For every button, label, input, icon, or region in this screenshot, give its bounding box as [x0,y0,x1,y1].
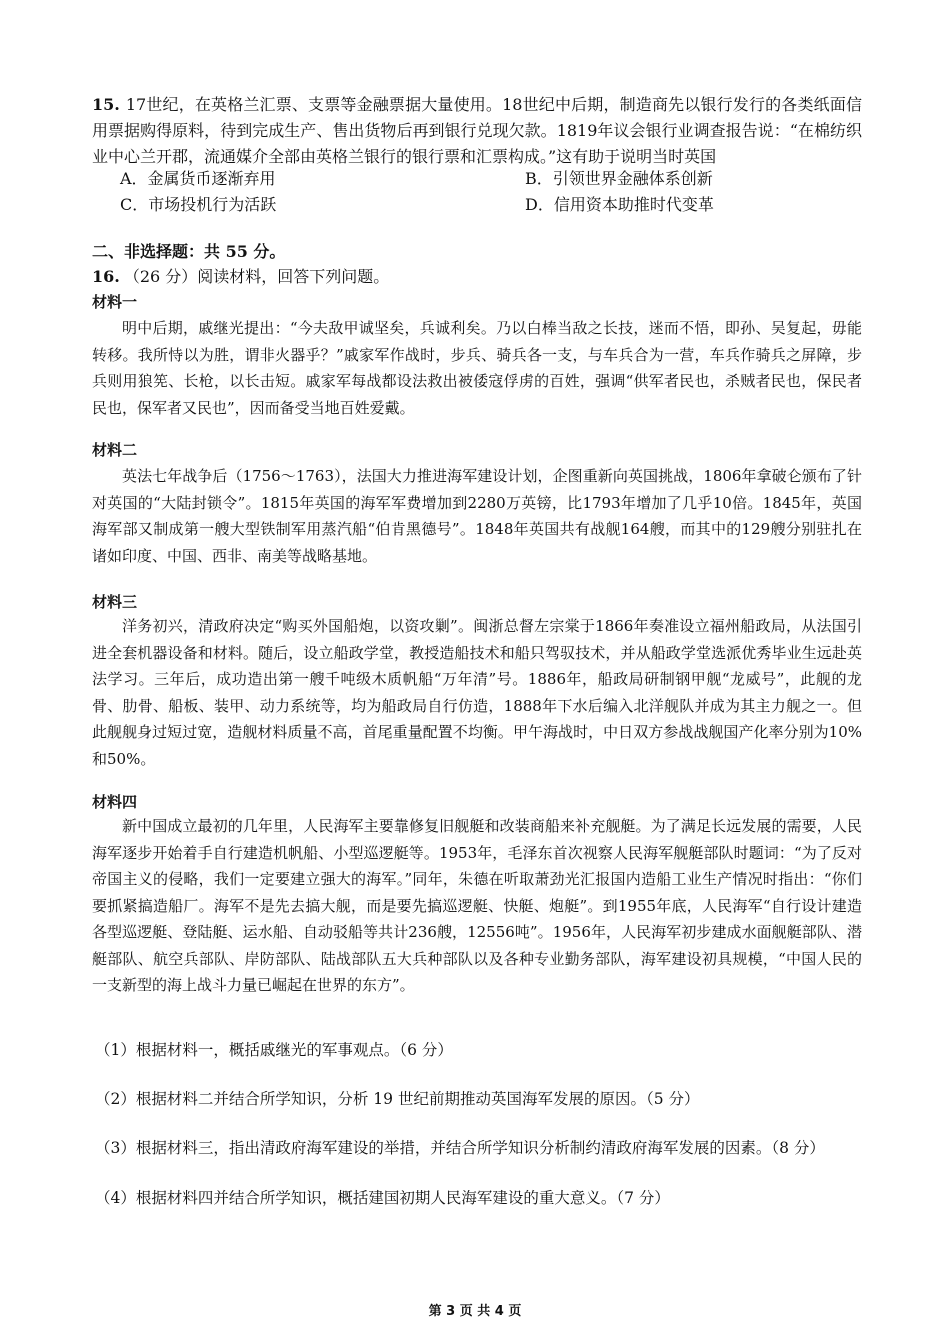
question-16-intro: （26 分）阅读材料，回答下列问题。 [123,267,390,286]
option-b: B．引领世界金融体系创新 [525,169,713,188]
question-15-options [120,166,860,218]
material-1-title: 材料一 [92,293,138,311]
material-3-title: 材料三 [92,593,138,611]
material-2-title: 材料二 [92,441,138,459]
section-title: 二、非选择题：共 55 分。 [92,242,286,261]
sub-question-1: （1）根据材料一，概括戚继光的军事观点。（6 分） [95,1041,453,1059]
question-16-number: 16. [92,267,120,286]
material-1-text: 明中后期，戚继光提出：“今夫敌甲诚坚矣，兵诚利矣。乃以白棒当敌之长技，迷而不悟，即孙、吴复起，毋能转移。我所恃以为胜，谓非火器乎？”戚家军作战时，步兵、骑兵各一支，与车兵合为一营，车兵作骑兵之屏障，步兵则用狼筅、长枪，以长击短。戚家军每战都设法救出被倭寇俘虏的百姓，强调“供军者民也，杀贼者民也，保民者民也，保军者又民也”，因而备受当地百姓爱戴。 [92,319,862,417]
material-2-text: 英法七年战争后（1756～1763），法国大力推进海军建设计划，企图重新向英国挑战，1806年拿破仑颁布了针对英国的“大陆封锁令”。1815年英国的海军军费增加到2280万英镑，比1793年增加了几乎10倍。1845年，英国海军部又制成第一艘大型铁制军用蒸汽船“伯肯黑德号”。1848年英国共有战舰164艘，而其中的129艘分别驻扎在诸如印度、中国、西非、南美等战略基地。 [92,467,862,565]
material-4-title: 材料四 [92,793,138,811]
question-16-header [92,265,862,289]
sub-question-3: （3）根据材料三，指出清政府海军建设的举措，并结合所学知识分析制约清政府海军发展的因素。（8 分） [95,1139,825,1157]
question-15-number: 15. [92,95,120,114]
option-d: D．信用资本助推时代变革 [525,195,714,214]
question-15 [92,92,862,170]
material-3-text: 洋务初兴，清政府决定“购买外国船炮，以资攻剿”。闽浙总督左宗棠于1866年奏准设立福州船政局，从法国引进全套机器设备和材料。随后，设立船政学堂，教授造船技术和船只驾驭技术，并从船政学堂选派优秀毕业生远赴英法学习。三年后，成功造出第一艘千吨级木质帆船“万年清”号。1886年，船政局研制钢甲舰“龙威号”，此舰的龙骨、肋骨、船板、装甲、动力系统等，均为船政局自行仿造，1888年下水后编入北洋舰队并成为其主力舰之一。但此舰舰身过短过宽，造舰材料质量不高，首尾重量配置不均衡。甲午海战时，中日双方参战战舰国产化率分别为10%和50%。 [92,617,862,768]
material-4-text: 新中国成立最初的几年里，人民海军主要靠修复旧舰艇和改装商船来补充舰艇。为了满足长远发展的需要，人民海军逐步开始着手自行建造机帆船、小型巡逻艇等。1953年，毛泽东首次视察人民海军舰艇部队时题词：“为了反对帝国主义的侵略，我们一定要建立强大的海军。”同年，朱德在听取萧劲光汇报国内造船工业生产情况时指出：“你们要抓紧搞造船厂。海军不是先去搞大舰，而是要先搞巡逻艇、快艇、炮艇”。到1955年底，人民海军“自行设计建造各型巡逻艇、登陆艇、运水船、自动驳船等共计236艘，12556吨”。1956年，人民海军初步建成水面舰艇部队、潜艇部队、航空兵部队、岸防部队、陆战部队五大兵种部队以及各种专业勤务部队，海军建设初具规模，“中国人民的一支新型的海上战斗力量已崛起在世界的东方”。 [92,817,862,994]
sub-question-2: （2）根据材料二并结合所学知识，分析 19 世纪前期推动英国海军发展的原因。（5 分） [95,1090,700,1108]
question-15-stem: 17世纪，在英格兰汇票、支票等金融票据大量使用。18世纪中后期，制造商先以银行发行的各类纸面信用票据购得原料，待到完成生产、售出货物后再到银行兑现欠款。1819年议会银行业调查报告说：“在棉纺织业中心兰开郡，流通媒介全部由英格兰银行的银行票和汇票构成。”这有助于说明当时英国 [92,95,862,166]
option-a: A．金属货币逐渐弃用 [120,169,276,188]
sub-question-4: （4）根据材料四并结合所学知识，概括建国初期人民海军建设的重大意义。（7 分） [95,1189,670,1207]
option-c: C．市场投机行为活跃 [120,195,277,214]
page-footer: 第 3 页 共 4 页 [428,1304,522,1319]
